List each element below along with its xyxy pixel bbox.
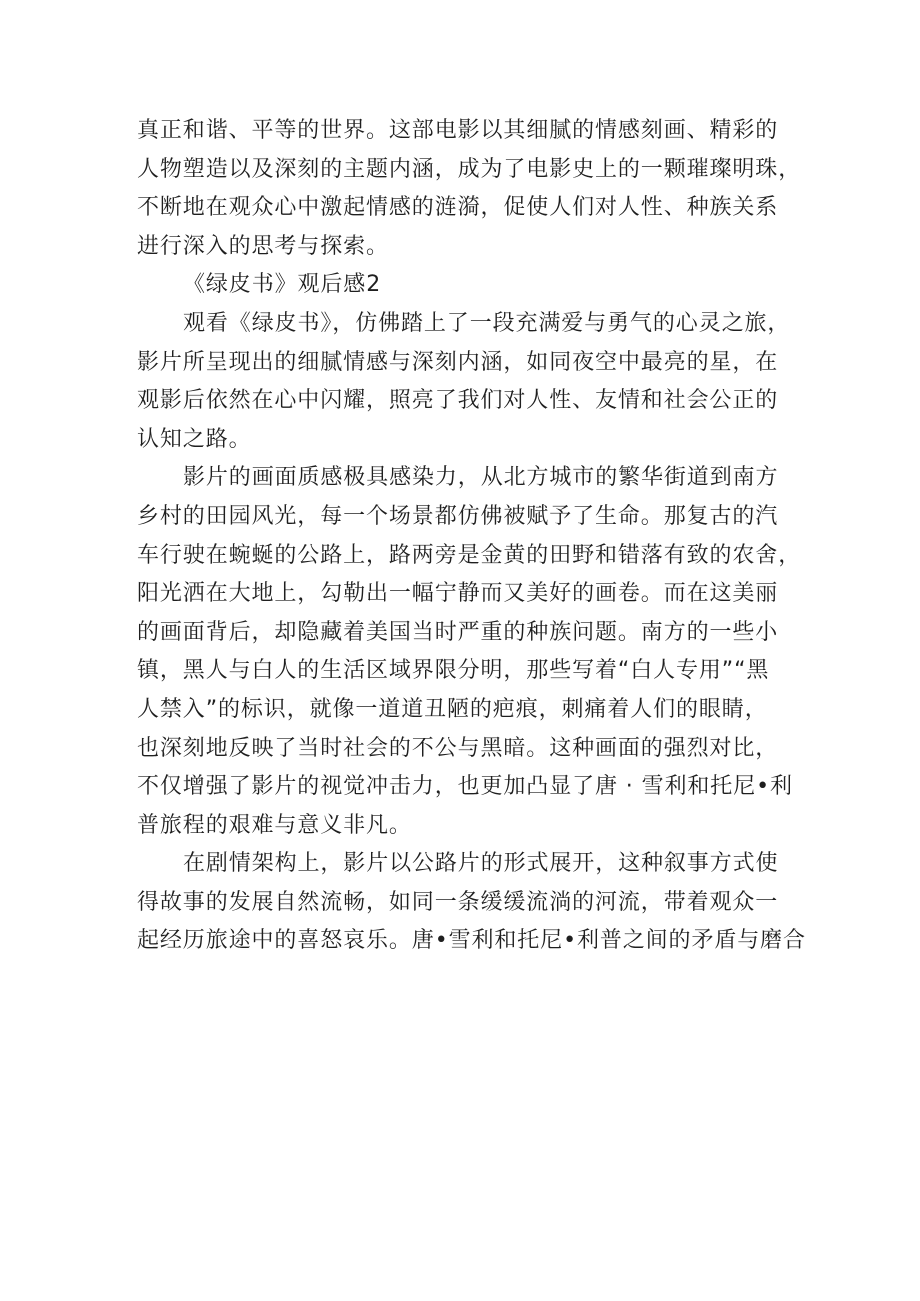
paragraph2-line-3: 车行驶在蜿蜒的公路上，路两旁是金黄的田野和错落有致的农舍，	[137, 542, 802, 568]
intro-line-2: 人物塑造以及深刻的主题内涵，成为了电影史上的一颗璀璨明珠，	[137, 156, 802, 182]
section-title: 《绿皮书》观后感2	[183, 272, 382, 298]
paragraph2-line-5: 的画面背后，却隐藏着美国当时严重的种族问题。南方的一些小	[137, 619, 779, 645]
paragraph1-line-2: 影片所呈现出的细腻情感与深刻内涵，如同夜空中最亮的星，在	[137, 349, 779, 375]
paragraph2-line-1: 影片的画面质感极具感染力，从北方城市的繁华街道到南方	[183, 465, 779, 491]
paragraph3-line-2: 得故事的发展自然流畅，如同一条缓缓流淌的河流，带着观众一	[137, 889, 779, 915]
intro-line-4: 进行深入的思考与探索。	[137, 233, 389, 259]
intro-line-3: 不断地在观众心中激起情感的涟漪，促使人们对人性、种族关系	[137, 195, 779, 221]
paragraph1-line-3: 观影后依然在心中闪耀，照亮了我们对人性、友情和社会公正的	[137, 388, 779, 414]
paragraph2-line-10: 普旅程的艰难与意义非凡。	[137, 812, 412, 838]
paragraph2-line-9: 不仅增强了影片的视觉冲击力，也更加凸显了唐 · 雪利和托尼•利	[137, 774, 793, 800]
paragraph2-line-6: 镇，黑人与白人的生活区域界限分明，那些写着“白人专用”“黑	[137, 658, 770, 684]
paragraph2-line-7: 人禁入”的标识，就像一道道丑陋的疤痕，刺痛着人们的眼睛，	[137, 696, 768, 722]
paragraph3-line-1: 在剧情架构上，影片以公路片的形式展开，这种叙事方式使	[183, 851, 779, 877]
intro-line-1: 真正和谐、平等的世界。这部电影以其细腻的情感刻画、精彩的	[137, 118, 779, 143]
document-body	[137, 112, 806, 961]
paragraph2-line-2: 乡村的田园风光，每一个场景都仿佛被赋予了生命。那复古的汽	[137, 503, 779, 529]
paragraph1-line-4: 认知之路。	[137, 426, 252, 452]
paragraph1-line-1: 观看《绿皮书》，仿佛踏上了一段充满爱与勇气的心灵之旅，	[183, 310, 791, 336]
paragraph2-line-4: 阳光洒在大地上，勾勒出一幅宁静而又美好的画卷。而在这美丽	[137, 581, 779, 607]
paragraph3-line-3: 起经历旅途中的喜怒哀乐。唐•雪利和托尼•利普之间的矛盾与磨合	[137, 928, 806, 954]
paragraph2-line-8: 也深刻地反映了当时社会的不公与黑暗。这种画面的强烈对比，	[137, 735, 779, 761]
